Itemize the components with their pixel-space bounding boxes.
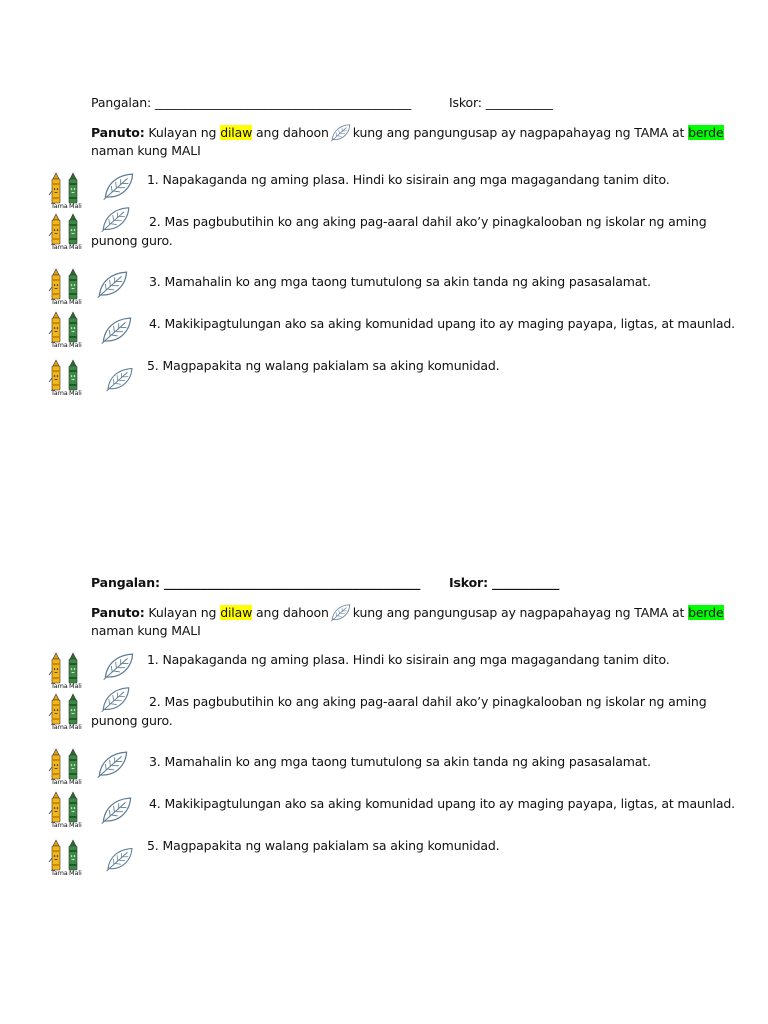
instruction-label: Panuto: [91, 605, 145, 620]
crayon-pair-icon [47, 212, 87, 254]
item-5-text: 5. Magpapakita ng walang pakialam sa aking komunidad. [147, 358, 500, 373]
instruction-text-3: kung ang pangungusap ay nagpapahayag ng TAMA at [352, 605, 685, 620]
crayon-pair-icon [47, 747, 87, 789]
instruction-text-1: Kulayan ng [148, 605, 217, 620]
crayon-pair-icon [47, 358, 87, 400]
item-2-text-cont: punong guro. [91, 233, 173, 248]
green-highlight-word: berde [688, 125, 724, 140]
instruction-text-2: ang dahoon [256, 125, 329, 140]
item-3-text: 3. Mamahalin ko ang mga taong tumutulong sa akin tanda ng aking pasasalamat. [149, 754, 651, 769]
mali-label: Mali [69, 341, 82, 349]
crayon-pair-icon [47, 171, 87, 213]
item-4-text: 4. Makikipagtulungan ako sa aking komunidad upang ito ay maging payapa, ligtas, at maunlad. [149, 316, 735, 331]
tama-label: Tama [51, 821, 68, 829]
crayon-pair-icon [47, 790, 87, 832]
score-blank[interactable]: ___________ [485, 95, 553, 110]
tama-label: Tama [51, 778, 68, 786]
leaf-icon[interactable] [96, 747, 130, 784]
leaf-icon[interactable] [100, 314, 134, 349]
instruction-line-2: naman kung MALI [91, 623, 201, 638]
yellow-highlight-word: dilaw [220, 125, 253, 140]
tama-label: Tama [51, 869, 68, 877]
leaf-icon[interactable] [102, 651, 136, 684]
tama-label: Tama [51, 298, 68, 306]
tama-label: Tama [51, 723, 68, 731]
crayon-pair-icon [47, 692, 87, 734]
mali-label: Mali [69, 821, 82, 829]
score-field[interactable] [449, 95, 553, 110]
crayon-pair-icon [47, 838, 87, 880]
mali-label: Mali [69, 682, 82, 690]
score-label: Iskor: [449, 95, 482, 110]
name-field[interactable] [91, 95, 411, 110]
score-label: Iskor: [449, 575, 488, 590]
tama-label: Tama [51, 341, 68, 349]
tama-label: Tama [51, 243, 68, 251]
item-2-text: 2. Mas pagbubutihin ko ang aking pag-aaral dahil ako’y pinagkalooban ng iskolar ng aming [149, 214, 707, 229]
score-blank[interactable]: ___________ [492, 575, 560, 590]
instruction-line-1 [91, 603, 724, 625]
item-1-text: 1. Napakaganda ng aming plasa. Hindi ko sisirain ang mga magagandang tanim dito. [147, 172, 670, 187]
crayon-pair-icon [47, 310, 87, 352]
name-blank[interactable]: __________________________________________ [154, 95, 412, 110]
mali-label: Mali [69, 202, 82, 210]
mali-label: Mali [69, 723, 82, 731]
mali-label: Mali [69, 243, 82, 251]
instruction-label: Panuto: [91, 125, 145, 140]
instruction-text-1: Kulayan ng [148, 125, 217, 140]
worksheet-1 [0, 92, 768, 492]
mali-label: Mali [69, 869, 82, 877]
name-label: Pangalan: [91, 575, 160, 590]
mali-label: Mali [69, 389, 82, 397]
leaf-icon[interactable] [96, 267, 130, 304]
name-label: Pangalan: [91, 95, 152, 110]
instruction-text-2: ang dahoon [256, 605, 329, 620]
instruction-text-3: kung ang pangungusap ay nagpapahayag ng TAMA at [352, 125, 685, 140]
mali-label: Mali [69, 298, 82, 306]
mali-label: Mali [69, 778, 82, 786]
instruction-line-2: naman kung MALI [91, 143, 201, 158]
item-2-text-cont: punong guro. [91, 713, 173, 728]
item-4-text: 4. Makikipagtulungan ako sa aking komunidad upang ito ay maging payapa, ligtas, at maunlad. [149, 796, 735, 811]
leaf-icon[interactable] [100, 794, 134, 829]
leaf-icon[interactable] [105, 845, 135, 876]
green-highlight-word: berde [688, 605, 724, 620]
tama-label: Tama [51, 202, 68, 210]
tama-label: Tama [51, 389, 68, 397]
leaf-icon[interactable] [102, 171, 136, 204]
crayon-pair-icon [47, 651, 87, 693]
worksheet-2 [0, 572, 768, 972]
name-field[interactable] [91, 575, 420, 590]
leaf-icon [330, 123, 352, 145]
item-1-text: 1. Napakaganda ng aming plasa. Hindi ko sisirain ang mga magagandang tanim dito. [147, 652, 670, 667]
leaf-icon [330, 603, 352, 625]
item-2-text: 2. Mas pagbubutihin ko ang aking pag-aaral dahil ako’y pinagkalooban ng iskolar ng aming [149, 694, 707, 709]
leaf-icon[interactable] [105, 365, 135, 396]
instruction-line-1 [91, 123, 724, 145]
item-3-text: 3. Mamahalin ko ang mga taong tumutulong sa akin tanda ng aking pasasalamat. [149, 274, 651, 289]
crayon-pair-icon [47, 267, 87, 309]
tama-label: Tama [51, 682, 68, 690]
yellow-highlight-word: dilaw [220, 605, 253, 620]
name-blank[interactable]: __________________________________________ [164, 575, 421, 590]
score-field[interactable] [449, 575, 559, 590]
item-5-text: 5. Magpapakita ng walang pakialam sa aking komunidad. [147, 838, 500, 853]
